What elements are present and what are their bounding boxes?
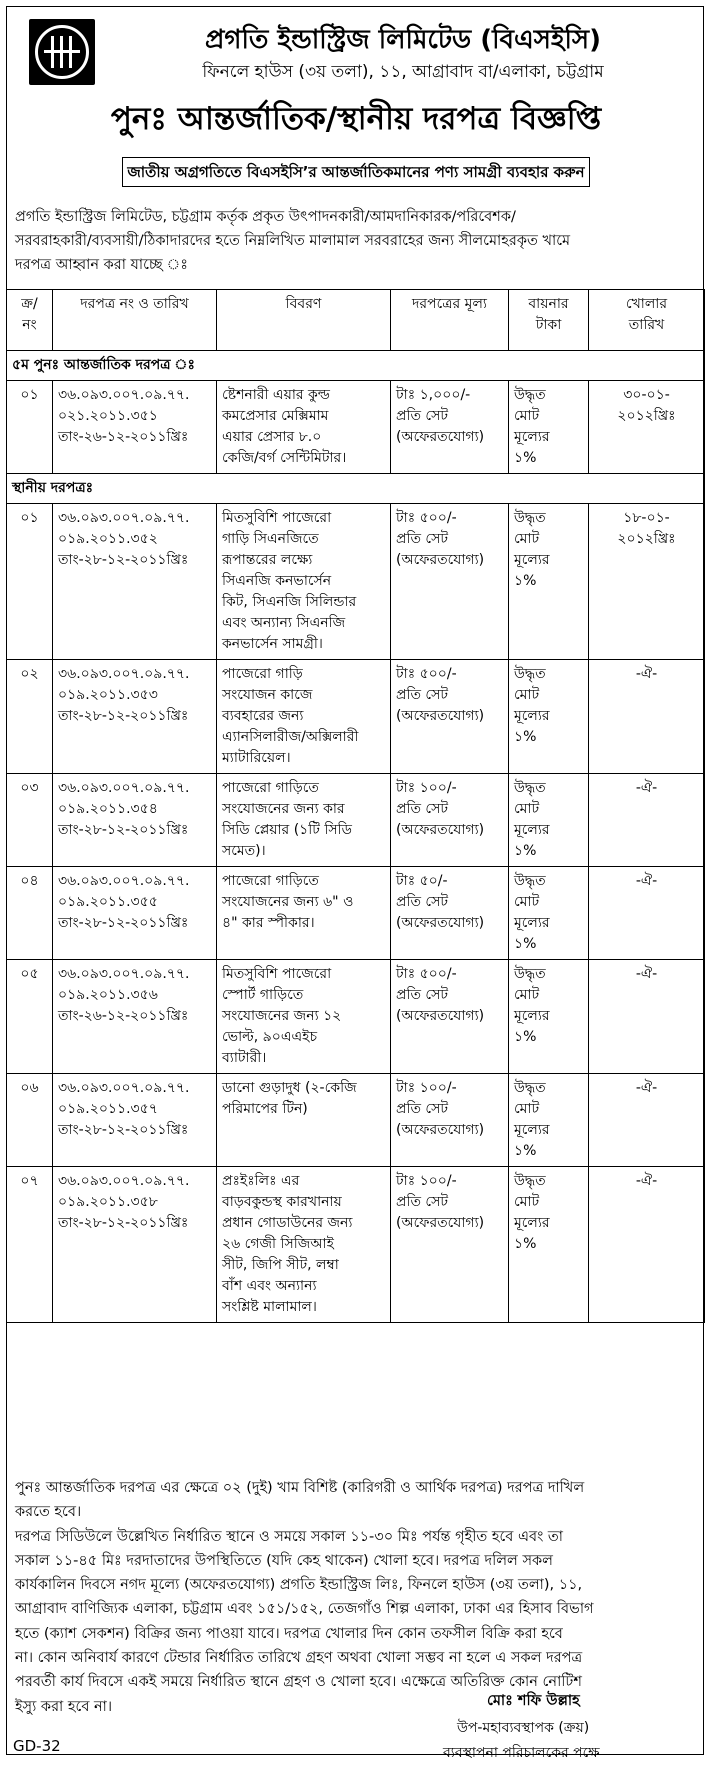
- cell-price-line: (অফেরতযোগ্য): [396, 429, 485, 445]
- cell-price-line: প্রতি সেট: [396, 687, 448, 703]
- cell-price: [391, 867, 509, 960]
- cell-earnest-line: মোট: [514, 408, 540, 424]
- cell-opening-line: -ঐ-: [635, 1173, 658, 1189]
- cell-description-line: সীট, জিপি সীট, লম্বা: [222, 1257, 339, 1273]
- cell-description-line: ডানো গুড়াদুধ (২-কেজি: [222, 1080, 357, 1096]
- cell-tender-no-line: ০১৯.২০১১.৩৫৬: [58, 987, 158, 1003]
- cell-earnest-line: ১%: [514, 1236, 537, 1252]
- tender-table: [6, 289, 705, 1323]
- cell-opening: [589, 660, 705, 774]
- cell-description: [217, 660, 391, 774]
- cell-description: [217, 1167, 391, 1323]
- cell-description-line: গাড়ি সিএনজিতে: [222, 531, 319, 547]
- cell-serial: ০১: [7, 381, 53, 474]
- header-price: দরপত্রের মূল্য: [391, 290, 509, 351]
- cell-earnest-line: উদ্ধৃত: [514, 780, 546, 796]
- cell-description-line: ষ্টেশনারী এয়ার কুল্ড: [222, 387, 330, 403]
- header-opening: খোলার তারিখ: [589, 290, 705, 351]
- cell-description-line: এবং অন্যান্য সিএনজি: [222, 615, 346, 631]
- cell-earnest-line: মোট: [514, 1194, 540, 1210]
- table-row: [7, 774, 705, 867]
- cell-price-line: প্রতি সেট: [396, 1101, 448, 1117]
- org-address: ফিনলে হাউস (৩য় তলা), ১১, আগ্রাবাদ বা/এলাকা, চট্টগ্রাম: [202, 62, 604, 82]
- cell-earnest-line: মূল্যের: [514, 915, 550, 931]
- cell-opening: [589, 381, 705, 474]
- cell-earnest: [509, 1167, 589, 1323]
- cell-description-line: সংশ্লিষ্ট মালামাল।: [222, 1299, 317, 1315]
- cell-tender-no-line: ৩৬.০৯৩.০০৭.০৯.৭৭.: [58, 873, 190, 889]
- note-line: পরবর্তী কার্য দিবসে একই সময়ে নির্ধারিত স্থানে গ্রহণ ও খোলা হবে। এক্ষেত্রে অতিরিক্ত কোন নোটিশ: [15, 1674, 582, 1691]
- cell-serial: ০৬: [7, 1074, 53, 1167]
- cell-price-line: টাঃ ১০০/-: [396, 1173, 457, 1189]
- cell-price-line: টাঃ ৫০০/-: [396, 666, 457, 682]
- cell-earnest-line: ১%: [514, 573, 537, 589]
- note-line: কার্যকালিন দিবসে নগদ মূল্যে (অফেরতযোগ্য) প্রগতি ইন্ডাস্ট্রিজ লিঃ, ফিনলে হাউস (৩য় তলা), ১১,: [15, 1577, 583, 1594]
- cell-tender-no-line: ০১৯.২০১১.৩৫৩: [58, 687, 158, 703]
- cell-earnest: [509, 660, 589, 774]
- cell-tender-no: [53, 1167, 217, 1323]
- cell-opening: [589, 1074, 705, 1167]
- cell-opening-line: -ঐ-: [635, 1080, 658, 1096]
- cell-serial: ০২: [7, 660, 53, 774]
- cell-description: [217, 960, 391, 1074]
- signatory-behalf: ব্যবস্থাপনা পরিচালকের পক্ষে: [443, 1745, 600, 1761]
- cell-tender-no-line: ০১৯.২০১১.৩৫৭: [58, 1101, 158, 1117]
- cell-price-line: টাঃ ১,০০০/-: [396, 387, 471, 403]
- cell-description-line: রূপান্তরের লক্ষ্যে: [222, 552, 313, 568]
- cell-earnest-line: মোট: [514, 1101, 540, 1117]
- cell-price-line: প্রতি সেট: [396, 801, 448, 817]
- cell-tender-no-line: ৩৬.০৯৩.০০৭.০৯.৭৭.: [58, 1173, 190, 1189]
- cell-tender-no-line: তাং-২৮-১২-২০১১খ্রিঃ: [58, 1122, 189, 1138]
- note-line: হতে (ক্যাশ সেকশন) বিক্রির জন্য পাওয়া যাবে। দরপত্র খোলার দিন কোন তফসীল বিক্রি করা হবে: [15, 1625, 563, 1642]
- cell-opening-line: ১৮-০১-: [623, 510, 670, 526]
- notes-paragraph: [15, 1476, 699, 1719]
- note-line: দরপত্র সিডিউলে উল্লেখিত নির্ধারিত স্থানে ও সময়ে সকাল ১১-৩০ মিঃ পর্যন্ত গৃহীত হবে এবং তা: [15, 1528, 564, 1545]
- slogan-box: জাতীয় অগ্রগতিতে বিএসইসি’র আন্তর্জাতিকমানের পণ্য সামগ্রী ব্যবহার করুন: [122, 157, 590, 187]
- header-earnest: বায়নার টাকা: [509, 290, 589, 351]
- table-row: [7, 660, 705, 774]
- cell-tender-no: [53, 1074, 217, 1167]
- cell-earnest-line: মূল্যের: [514, 1008, 550, 1024]
- cell-earnest: [509, 867, 589, 960]
- cell-description-line: ম্যাটারিয়েল।: [222, 750, 291, 766]
- cell-tender-no-line: ৩৬.০৯৩.০০৭.০৯.৭৭.: [58, 666, 190, 682]
- cell-earnest-line: মূল্যের: [514, 1122, 550, 1138]
- cell-earnest-line: মূল্যের: [514, 822, 550, 838]
- cell-tender-no: [53, 381, 217, 474]
- cell-earnest-line: মূল্যের: [514, 1215, 550, 1231]
- cell-earnest-line: মূল্যের: [514, 552, 550, 568]
- cell-opening: [589, 960, 705, 1074]
- cell-description-line: এ্যানসিলারীজ/অক্সিলারী: [222, 729, 359, 745]
- intro-line: প্রগতি ইন্ডাস্ট্রিজ লিমিটেড, চট্টগ্রাম কর্তৃক প্রকৃত উৎপাদনকারী/আমদানিকারক/পরিবেশক/: [15, 209, 516, 225]
- cell-description-line: সমেত)।: [222, 843, 266, 859]
- cell-tender-no-line: ০২১.২০১১.৩৫১: [58, 408, 158, 424]
- table-header-row: [7, 290, 705, 351]
- cell-price-line: প্রতি সেট: [396, 531, 448, 547]
- cell-description-line: পরিমাপের টিন): [222, 1101, 308, 1117]
- intro-line: দরপত্র আহ্বান করা যাচ্ছে ঃ: [15, 257, 188, 273]
- note-line: আগ্রাবাদ বাণিজ্যিক এলাকা, চট্টগ্রাম এবং ১৫১/১৫২, তেজগাঁও শিল্প এলাকা, ঢাকা এর হিসাব বিভাগ: [15, 1601, 594, 1618]
- cell-description: [217, 1074, 391, 1167]
- cell-price-line: (অফেরতযোগ্য): [396, 1008, 485, 1024]
- cell-tender-no-line: ৩৬.০৯৩.০০৭.০৯.৭৭.: [58, 1080, 190, 1096]
- cell-earnest: [509, 504, 589, 660]
- cell-opening: [589, 867, 705, 960]
- signatory-designation: উপ-মহাব্যবস্থাপক (ক্রয়): [457, 1720, 590, 1736]
- header-tender-no: দরপত্র নং ও তারিখ: [53, 290, 217, 351]
- cell-price: [391, 774, 509, 867]
- cell-description-line: কেজি/বর্গ সেন্টিমিটার।: [222, 450, 347, 466]
- cell-description-line: কিট, সিএনজি সিলিন্ডার: [222, 594, 357, 610]
- cell-price-line: প্রতি সেট: [396, 987, 448, 1003]
- note-line: সকাল ১১-৪৫ মিঃ দরদাতাদের উপস্থিতিতে (যদি কেহ থাকেন) খোলা হবে। দরপত্র দলিল সকল: [15, 1552, 553, 1569]
- cell-earnest: [509, 381, 589, 474]
- cell-description-line: পাজেরো গাড়িতে: [222, 873, 319, 889]
- cell-opening-line: ২০১২খ্রিঃ: [617, 531, 676, 547]
- cell-description: [217, 504, 391, 660]
- cell-description: [217, 774, 391, 867]
- cell-earnest-line: মোট: [514, 687, 540, 703]
- cell-earnest-line: উদ্ধৃত: [514, 387, 546, 403]
- cell-tender-no: [53, 774, 217, 867]
- cell-serial: ০৪: [7, 867, 53, 960]
- note-line: করতে হবে।: [15, 1504, 82, 1521]
- cell-earnest-line: ১%: [514, 843, 537, 859]
- cell-description-line: বাঁশ এবং অন্যান্য: [222, 1278, 317, 1294]
- cell-tender-no: [53, 867, 217, 960]
- cell-earnest-line: উদ্ধৃত: [514, 966, 546, 982]
- cell-price-line: (অফেরতযোগ্য): [396, 915, 485, 931]
- cell-description-line: ব্যবহারের জন্য: [222, 708, 304, 724]
- cell-price: [391, 960, 509, 1074]
- notice-title: পুনঃ আন্তর্জাতিক/স্থানীয় দরপত্র বিজ্ঞপ্তি: [110, 101, 602, 137]
- pil-logo-icon: [29, 19, 95, 85]
- cell-description-line: সংযোজনের জন্য কার: [222, 801, 345, 817]
- cell-price-line: (অফেরতযোগ্য): [396, 552, 485, 568]
- cell-earnest-line: মোট: [514, 801, 540, 817]
- note-line: না। কোন অনিবার্য কারণে টেন্ডার নির্ধারিত তারিখে গ্রহণ অথবা খোলা সম্ভব না হলে এ সকল দরপত্র: [15, 1650, 583, 1667]
- cell-earnest-line: ১%: [514, 1143, 537, 1159]
- cell-opening-line: ৩০-০১-: [623, 387, 670, 403]
- table-row: [7, 1074, 705, 1167]
- cell-price-line: (অফেরতযোগ্য): [396, 708, 485, 724]
- cell-price-line: (অফেরতযোগ্য): [396, 822, 485, 838]
- section-row: [7, 351, 705, 381]
- cell-tender-no-line: ০১৯.২০১১.৩৫৫: [58, 894, 158, 910]
- table-row: [7, 504, 705, 660]
- cell-earnest-line: উদ্ধৃত: [514, 873, 546, 889]
- cell-opening: [589, 774, 705, 867]
- cell-earnest-line: উদ্ধৃত: [514, 666, 546, 682]
- cell-earnest-line: ১%: [514, 450, 537, 466]
- cell-earnest-line: উদ্ধৃত: [514, 1080, 546, 1096]
- cell-description-line: পাজেরো গাড়ি: [222, 666, 303, 682]
- cell-description-line: পাজেরো গাড়িতে: [222, 780, 319, 796]
- cell-opening-line: -ঐ-: [635, 780, 658, 796]
- cell-description-line: ২৬ গেজী সিজিআই: [222, 1236, 334, 1252]
- cell-description-line: প্রধান গোডাউনের জন্য: [222, 1215, 353, 1231]
- cell-description-line: ব্যাটারী।: [222, 1050, 267, 1066]
- cell-description-line: সংযোজন কাজে: [222, 687, 313, 703]
- cell-price-line: টাঃ ১০০/-: [396, 780, 457, 796]
- table-row: [7, 1167, 705, 1323]
- cell-description-line: মিতসুবিশি পাজেরো: [222, 510, 332, 526]
- cell-earnest-line: মূল্যের: [514, 429, 550, 445]
- cell-price-line: টাঃ ৫০০/-: [396, 510, 457, 526]
- cell-tender-no-line: ৩৬.০৯৩.০০৭.০৯.৭৭.: [58, 780, 190, 796]
- cell-serial: ০৭: [7, 1167, 53, 1323]
- note-line: পুনঃ আন্তর্জাতিক দরপত্র এর ক্ষেত্রে ০২ (দুই) খাম বিশিষ্ট (কারিগরী ও আর্থিক দরপত্র) দরপত্র দাখিল: [15, 1480, 585, 1496]
- cell-price-line: প্রতি সেট: [396, 894, 448, 910]
- cell-description: [217, 381, 391, 474]
- cell-description-line: সিএনজি কনভার্সেন: [222, 573, 332, 589]
- cell-description-line: সংযোজনের জন্য ১২: [222, 1008, 342, 1024]
- cell-opening: [589, 504, 705, 660]
- cell-earnest: [509, 960, 589, 1074]
- cell-earnest-line: মোট: [514, 894, 540, 910]
- cell-price-line: (অফেরতযোগ্য): [396, 1122, 485, 1138]
- table-row: [7, 381, 705, 474]
- cell-price-line: টাঃ ১০০/-: [396, 1080, 457, 1096]
- cell-price: [391, 1074, 509, 1167]
- section-row: [7, 474, 705, 504]
- cell-earnest-line: মূল্যের: [514, 708, 550, 724]
- intro-line: সরবরাহকারী/ব্যবসায়ী/ঠিকাদারদের হতে নিম্নলিখিত মালামাল সরবরাহের জন্য সীলমোহরকৃত খামে: [15, 233, 571, 249]
- cell-earnest: [509, 774, 589, 867]
- cell-description-line: প্রঃইঃলিঃ এর: [222, 1173, 300, 1189]
- cell-tender-no-line: তাং-২৮-১২-২০১১খ্রিঃ: [58, 822, 189, 838]
- cell-tender-no-line: তাং-২৮-১২-২০১১খ্রিঃ: [58, 552, 189, 568]
- cell-tender-no-line: ৩৬.০৯৩.০০৭.০৯.৭৭.: [58, 510, 190, 526]
- cell-description-line: সংযোজনের জন্য ৬" ও: [222, 894, 354, 910]
- note-line: ইস্যু করা হবে না।: [15, 1698, 113, 1715]
- cell-serial: ০১: [7, 504, 53, 660]
- header-serial: ক্র/ নং: [7, 290, 53, 351]
- ad-code: GD-32: [13, 1737, 61, 1755]
- cell-price: [391, 660, 509, 774]
- cell-description-line: ৪" কার স্পীকার।: [222, 915, 315, 931]
- tender-notice-page: [6, 6, 704, 1761]
- cell-description-line: মিতসুবিশি পাজেরো: [222, 966, 332, 982]
- cell-price-line: টাঃ ৫০/-: [396, 873, 448, 889]
- cell-tender-no-line: ০১৯.২০১১.৩৫২: [58, 531, 158, 547]
- cell-tender-no-line: ৩৬.০৯৩.০০৭.০৯.৭৭.: [58, 966, 190, 982]
- cell-earnest-line: ১%: [514, 729, 537, 745]
- cell-serial: ০৩: [7, 774, 53, 867]
- intro-paragraph: [15, 205, 699, 277]
- cell-earnest-line: মোট: [514, 987, 540, 1003]
- cell-description-line: কনভার্সেন সামগ্রী।: [222, 636, 323, 652]
- cell-tender-no: [53, 504, 217, 660]
- cell-tender-no: [53, 960, 217, 1074]
- cell-earnest-line: ১%: [514, 1029, 537, 1045]
- cell-price-line: প্রতি সেট: [396, 408, 448, 424]
- cell-description-line: স্পোর্ট গাড়িতে: [222, 987, 304, 1003]
- table-row: [7, 867, 705, 960]
- header-description: বিবরণ: [217, 290, 391, 351]
- cell-description: [217, 867, 391, 960]
- cell-description-line: বাড়বকুন্ডস্থ কারখানায়: [222, 1194, 342, 1210]
- cell-tender-no-line: তাং-২৮-১২-২০১১খ্রিঃ: [58, 915, 189, 931]
- cell-opening-line: -ঐ-: [635, 666, 658, 682]
- cell-earnest-line: উদ্ধৃত: [514, 510, 546, 526]
- cell-description-line: সিডি প্লেয়ার (১টি সিডি: [222, 822, 352, 838]
- cell-tender-no-line: ০১৯.২০১১.৩৫৪: [58, 801, 158, 817]
- cell-price-line: টাঃ ৫০০/-: [396, 966, 457, 982]
- section-local: স্থানীয় দরপত্রঃ: [7, 474, 705, 504]
- cell-opening-line: -ঐ-: [635, 873, 658, 889]
- cell-price: [391, 1167, 509, 1323]
- cell-price-line: (অফেরতযোগ্য): [396, 1215, 485, 1231]
- cell-tender-no-line: তাং-২৮-১২-২০১১খ্রিঃ: [58, 1215, 189, 1231]
- cell-description-line: ভোল্ট, ৯০এএইচ: [222, 1029, 318, 1045]
- cell-tender-no-line: ৩৬.০৯৩.০০৭.০৯.৭৭.: [58, 387, 190, 403]
- cell-tender-no-line: ০১৯.২০১১.৩৫৮: [58, 1194, 158, 1210]
- cell-tender-no: [53, 660, 217, 774]
- cell-opening-line: ২০১২খ্রিঃ: [617, 408, 676, 424]
- cell-description-line: এয়ার প্রেসার ৮.০: [222, 429, 322, 445]
- cell-price: [391, 381, 509, 474]
- cell-earnest: [509, 1074, 589, 1167]
- org-name: প্রগতি ইন্ডাস্ট্রিজ লিমিটেড (বিএসইসি): [205, 25, 601, 55]
- cell-earnest-line: ১%: [514, 936, 537, 952]
- table-row: [7, 960, 705, 1074]
- cell-description-line: কমপ্রেসার মেক্সিমাম: [222, 408, 329, 424]
- cell-opening-line: -ঐ-: [635, 966, 658, 982]
- cell-price-line: প্রতি সেট: [396, 1194, 448, 1210]
- cell-opening: [589, 1167, 705, 1323]
- cell-earnest-line: মোট: [514, 531, 540, 547]
- cell-serial: ০৫: [7, 960, 53, 1074]
- cell-tender-no-line: তাং-২৬-১২-২০১১খ্রিঃ: [58, 1008, 189, 1024]
- cell-tender-no-line: তাং-২৮-১২-২০১১খ্রিঃ: [58, 708, 189, 724]
- section-international: ৫ম পুনঃ আন্তর্জাতিক দরপত্র ঃ: [7, 351, 705, 381]
- cell-tender-no-line: তাং-২৬-১২-২০১১খ্রিঃ: [58, 429, 189, 445]
- cell-earnest-line: উদ্ধৃত: [514, 1173, 546, 1189]
- cell-price: [391, 504, 509, 660]
- signatory-name: মোঃ শফি উল্লাহ: [487, 1693, 580, 1709]
